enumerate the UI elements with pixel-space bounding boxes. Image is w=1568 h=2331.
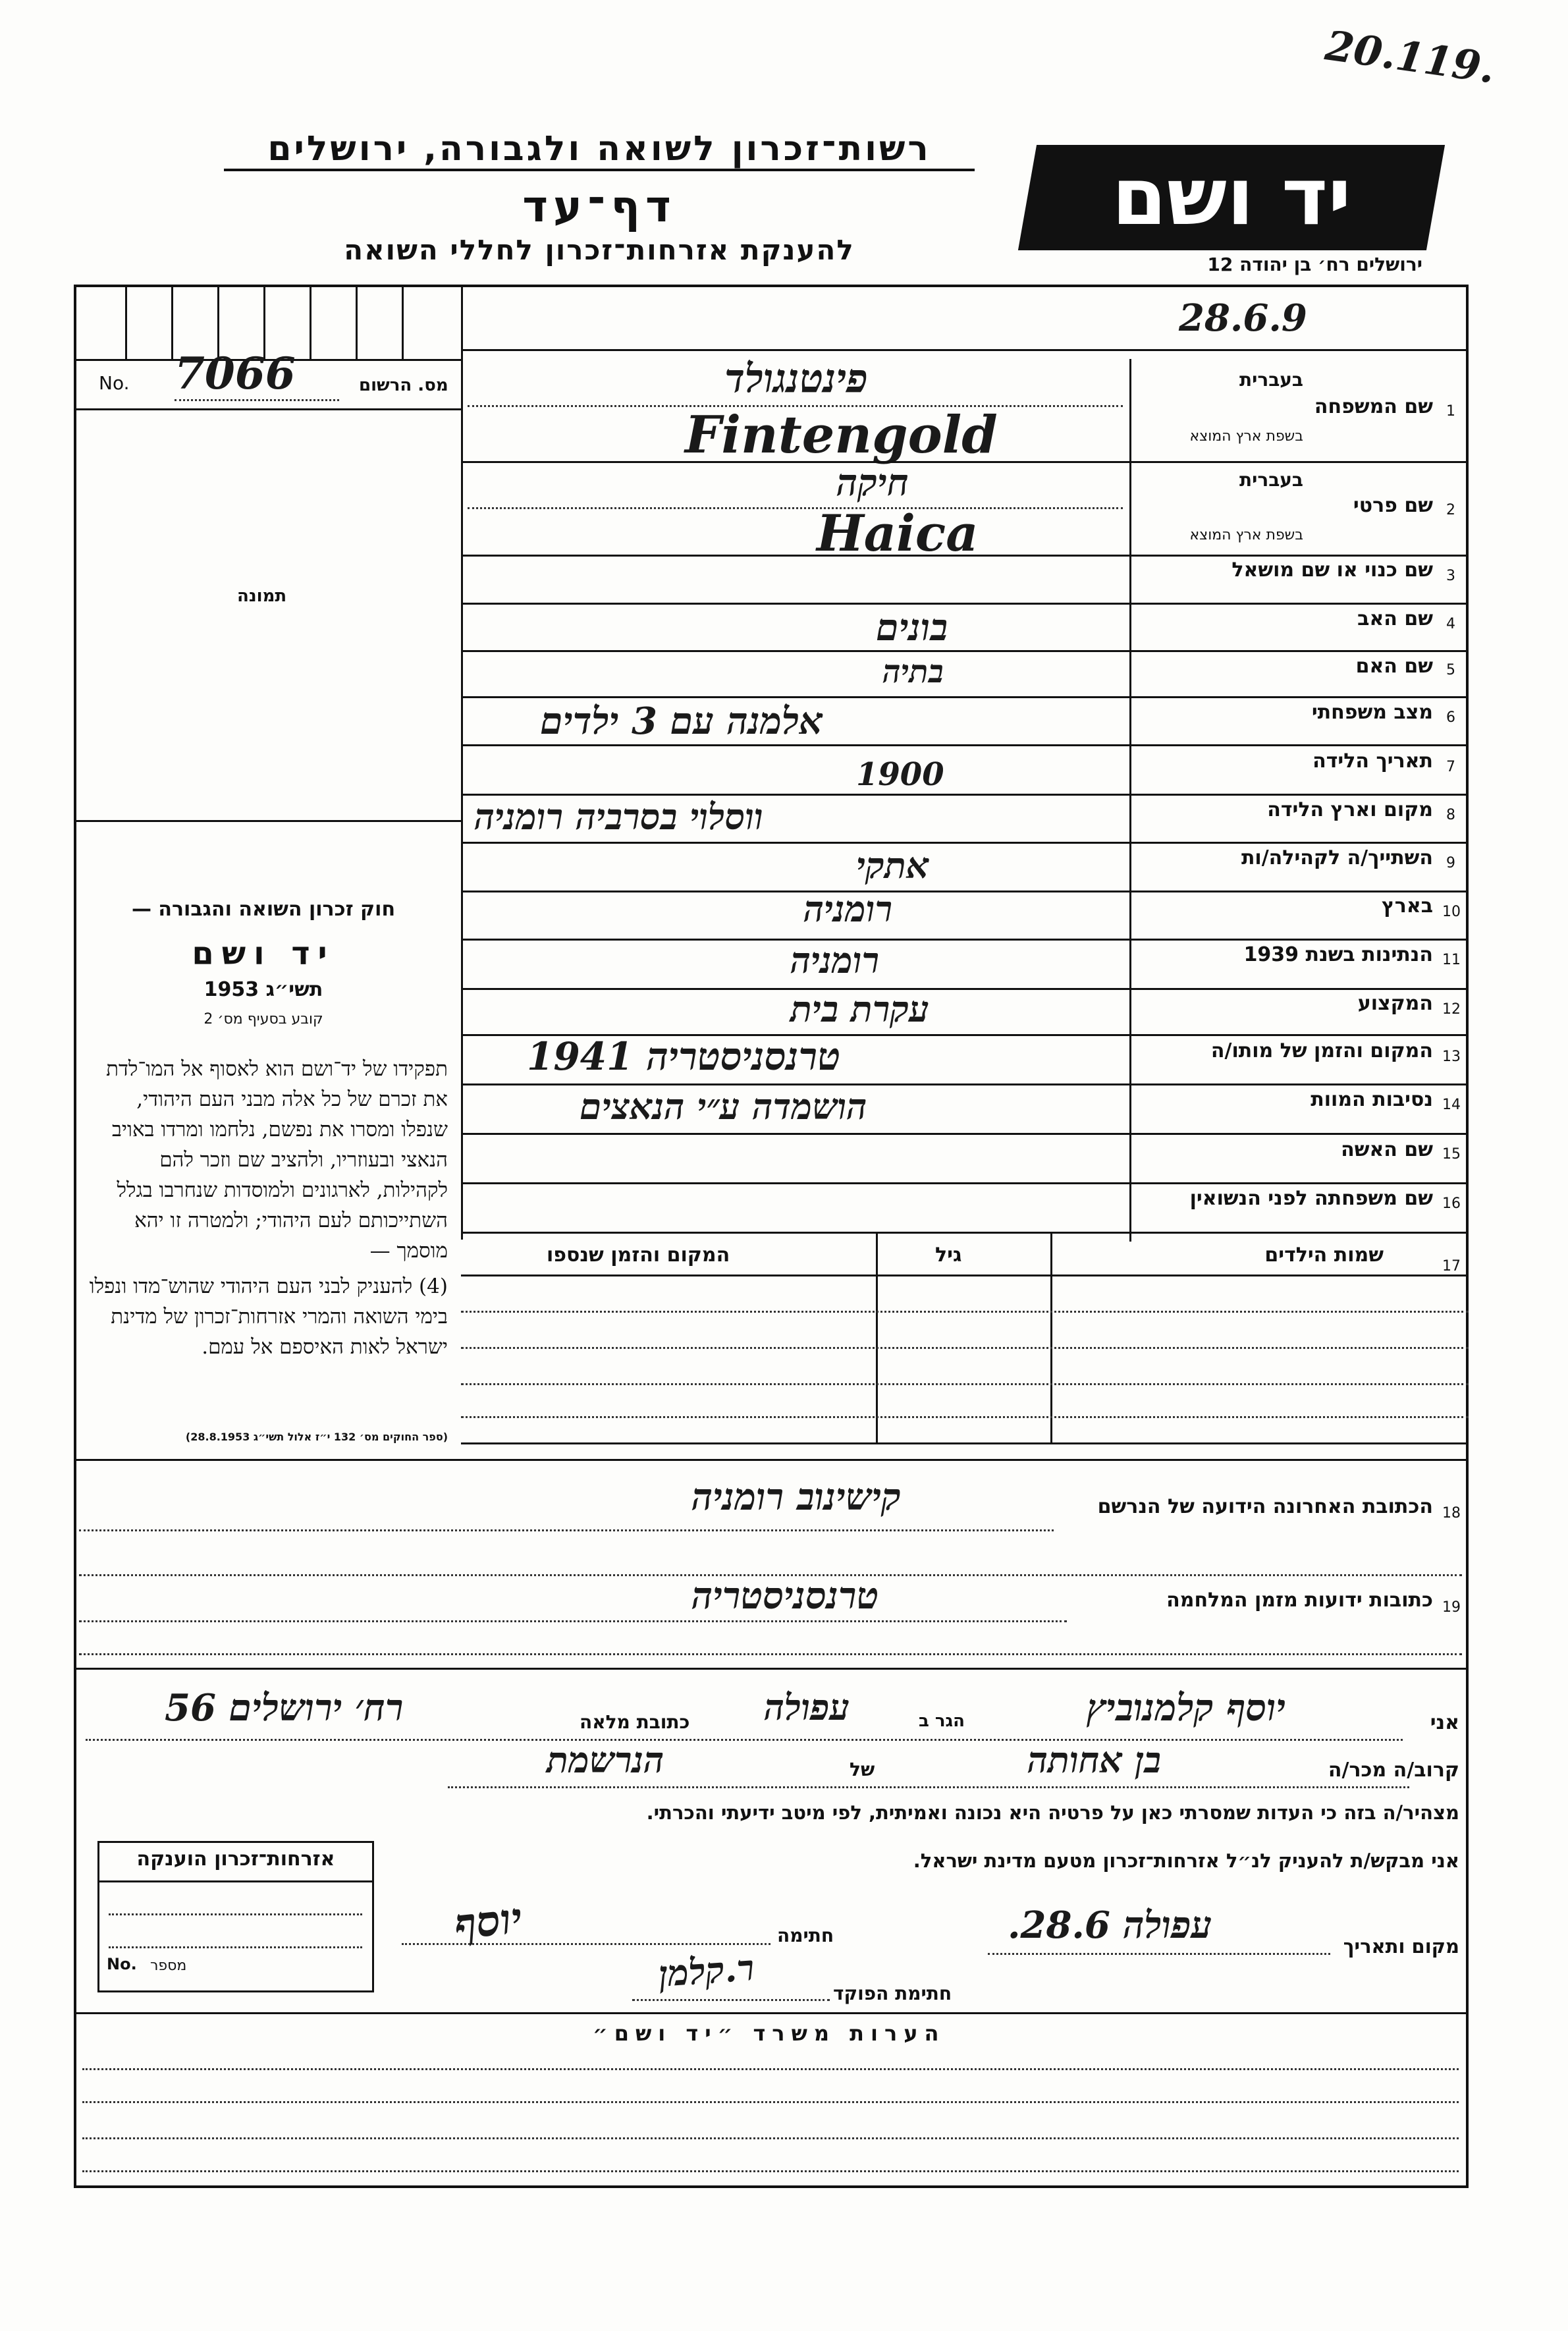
field-1-sub-bottom: בשפת ארץ המוצא <box>1189 428 1303 445</box>
decl-of-label: של <box>850 1759 875 1780</box>
certificate-title: אזרחות־זכרון הוענקה <box>136 1848 335 1871</box>
field-14-value[interactable]: הושמדה ע״י הנאצים <box>580 1085 867 1128</box>
children-col-age: גיל <box>935 1244 962 1267</box>
field-2-sub-top: בעברית <box>1239 469 1303 491</box>
decl-statement: מצהיר/ה בזה כי העדות שמסרתי כאן על פרטיה היא נכונה ואמיתית, לפי מיטב ידיעתי והכרתי. <box>646 1801 1459 1824</box>
clerk-signature-label: חתימת הפוקד <box>833 1983 952 2004</box>
field-1-number: 1 <box>1446 403 1455 420</box>
last-address-label: הכתובת האחרונה הידועה של הנרשם <box>1097 1495 1433 1518</box>
war-address-value[interactable]: טרנסניסטריה <box>691 1574 879 1618</box>
field-5-value[interactable]: בתיה <box>882 653 944 690</box>
children-col-names: שמות הילדים <box>1264 1244 1384 1267</box>
field-1-label: שם המשפחה <box>1314 395 1433 418</box>
field-8-value[interactable]: ווסלוי בסרביה רומניה <box>474 796 763 838</box>
form-subtitle: להענקת אזרחות־זכרון לחללי השואה <box>344 234 855 266</box>
field-4-number: 4 <box>1446 616 1455 632</box>
field-10-number: 10 <box>1442 904 1461 920</box>
field-4-label: שם האב <box>1357 607 1433 630</box>
war-address-number: 19 <box>1442 1599 1461 1616</box>
field-15-label: שם האשה <box>1341 1138 1433 1161</box>
field-15-number: 15 <box>1442 1146 1461 1163</box>
registration-label: מס. הרשום <box>359 375 448 395</box>
law-paragraph-2: (4) להעניק לבני העם היהודי שהוש־מדו ונפלו בימי השואה והמרי אזרחות־זכרון של מדינת ישראל לאות האיספם אל עמם. <box>89 1275 448 1359</box>
field-3-label: שם כנוי או שם מושאל <box>1231 559 1433 582</box>
place-date-label: מקום ותאריך <box>1343 1935 1459 1958</box>
decl-of-value[interactable]: הנרשמת <box>547 1739 664 1781</box>
clerk-signature-value[interactable]: ר.קלמן <box>657 1946 756 1995</box>
decl-address[interactable]: רח׳ ירושלים 56 <box>165 1686 404 1730</box>
field-13-number: 13 <box>1442 1049 1461 1065</box>
field-10-label: בארץ <box>1381 894 1433 918</box>
law-source: (ספר החוקים מס׳ 132 י״ז אלול תשי״ג 28.8.1953) <box>185 1431 448 1443</box>
photo-label: תמונה <box>237 586 287 606</box>
field-10-value[interactable]: רומניה <box>803 888 893 930</box>
decl-relation[interactable]: בן אחותה <box>1027 1739 1162 1781</box>
field-16-number: 16 <box>1442 1195 1461 1212</box>
field-11-number: 11 <box>1442 952 1461 968</box>
field-11-value[interactable]: רומניה <box>790 939 880 981</box>
certificate-no-label: No. <box>107 1955 137 1973</box>
signature-label: חתימה <box>777 1925 834 1946</box>
law-paragraph-1: תפקידו של יד־ושם הוא לאסוף אל המו־לדת את זכרם של כל אלה מבני העם היהודי, שנפלו ומסרו את נפשם, נלחמו ומרדו באויב הנאצי ובעוזריו, ולהציב שם וזכר להם לקהילות, לארגונים ולמוסדות שנחרבו בגלל השתייכותם לעם היהודי; ולמטרה זו יהא מוסמך — <box>106 1057 448 1263</box>
field-6-label: מצב משפחתי <box>1311 701 1433 724</box>
field-4-value[interactable]: בונים <box>876 606 948 649</box>
decl-city[interactable]: עפולה <box>764 1686 850 1728</box>
field-2-number: 2 <box>1446 502 1455 518</box>
field-2-value-hebrew[interactable]: חיקה <box>836 461 909 505</box>
field-7-label: תאריך הלידה <box>1312 750 1433 773</box>
field-9-value[interactable]: אתקי <box>856 844 929 887</box>
field-13-value[interactable]: טרנסניסטריה 1941 <box>527 1034 841 1079</box>
war-address-label: כתובות ידועות מזמן המלחמה <box>1166 1589 1433 1612</box>
field-14-number: 14 <box>1442 1097 1461 1113</box>
field-8-label: מקום וארץ הלידה <box>1267 798 1433 821</box>
decl-request: אני מבקש/ת להעניק לנ״ל אזרחות־זכרון מטעם מדינת ישראל. <box>913 1850 1459 1872</box>
law-name: יד ושם <box>192 935 335 972</box>
logo-text: יד ושם <box>1112 151 1351 243</box>
field-1-value-latin[interactable]: Fintengold <box>685 405 998 465</box>
registration-no-label: No. <box>99 372 130 394</box>
field-12-value[interactable]: עקרת בית <box>790 988 929 1030</box>
field-2-sub-bottom: בשפת ארץ המוצא <box>1189 527 1303 543</box>
children-number: 17 <box>1442 1258 1461 1275</box>
field-11-label: הנתינות בשנת 1939 <box>1243 943 1433 966</box>
form-title: דף־עד <box>522 181 676 232</box>
office-notes-label: הערות משרד ״יד ושם״ <box>593 2021 946 2046</box>
decl-i-label: אני <box>1430 1711 1459 1734</box>
field-13-label: המקום והזמן של מותו/ה <box>1210 1039 1433 1062</box>
yad-vashem-logo <box>1018 145 1445 250</box>
certificate-number-label: מספר <box>150 1958 187 1974</box>
decl-address-label: כתובת מלאה <box>580 1711 690 1733</box>
children-col-place: המקום והזמן שנספו <box>547 1244 730 1267</box>
law-heading: חוק זכרון השואה והגבורה — <box>131 898 396 921</box>
field-6-value[interactable]: אלמנה עם 3 ילדים <box>540 699 823 743</box>
org-line: רשות־זכרון לשואה ולגבורה, ירושלים <box>224 129 975 171</box>
field-5-number: 5 <box>1446 662 1455 678</box>
field-1-sub-top: בעברית <box>1239 369 1303 391</box>
decl-name[interactable]: יוסף קלמנוביץ <box>1087 1686 1286 1730</box>
field-5-label: שם האם <box>1355 655 1433 678</box>
field-7-value[interactable]: 1900 <box>856 756 944 793</box>
last-address-value[interactable]: קישינוב רומניה <box>691 1475 902 1519</box>
field-6-number: 6 <box>1446 709 1455 726</box>
field-1-value-hebrew[interactable]: פינטנגולד <box>724 356 868 402</box>
field-9-label: השתייך/ה לקהילה/ות <box>1241 846 1433 869</box>
field-8-number: 8 <box>1446 807 1455 823</box>
date-written[interactable]: 28.6.9 <box>1179 296 1307 340</box>
decl-relative-label: קרוב/ה מכר/ה <box>1328 1759 1459 1782</box>
law-year: תשי״ג 1953 <box>203 978 323 1001</box>
decl-lives-label: הגר ב <box>919 1711 965 1731</box>
law-clause: קובע בסעיף מס׳ 2 <box>203 1011 323 1028</box>
field-14-label: נסיבות המוות <box>1311 1088 1433 1111</box>
field-2-value-latin[interactable]: Haica <box>817 504 979 562</box>
field-3-number: 3 <box>1446 568 1455 584</box>
field-7-number: 7 <box>1446 759 1455 775</box>
last-address-number: 18 <box>1442 1505 1461 1522</box>
signature-value[interactable]: יוסף <box>452 1893 525 1950</box>
field-12-label: המקצוע <box>1357 992 1433 1015</box>
file-reference: 20.119. <box>1322 21 1498 93</box>
registration-number[interactable]: 7066 <box>175 348 339 401</box>
place-date-value[interactable]: עפולה 28.6. <box>1008 1904 1212 1947</box>
field-2-label: שם פרטי <box>1353 494 1433 517</box>
field-16-label: שם משפחתה לפני הנשואין <box>1189 1187 1433 1210</box>
field-9-number: 9 <box>1446 855 1455 871</box>
field-12-number: 12 <box>1442 1001 1461 1018</box>
address-line: ירושלים רח׳ בן יהודה 12 <box>1207 254 1422 275</box>
